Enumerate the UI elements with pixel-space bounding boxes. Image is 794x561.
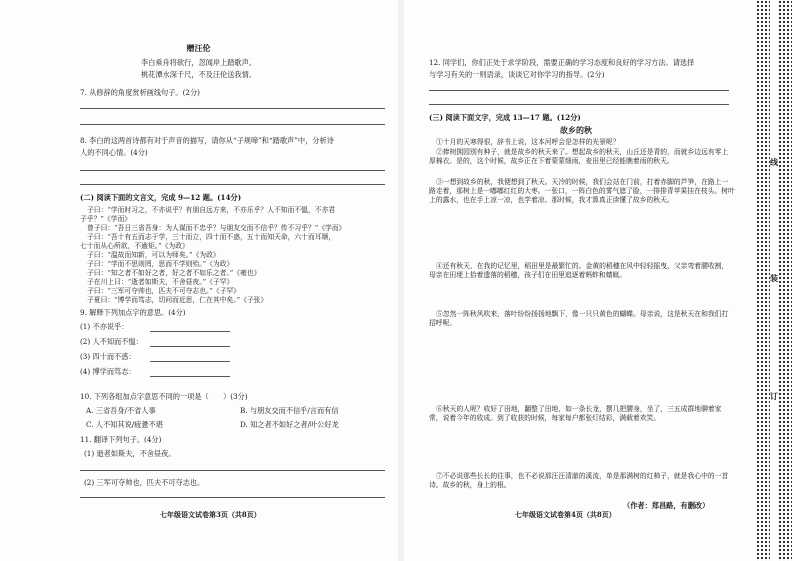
answer-line[interactable] bbox=[80, 124, 385, 125]
question-8: 人的不同心情。(4分) bbox=[80, 148, 148, 157]
binding-label: 订 bbox=[770, 391, 778, 401]
answer-line[interactable] bbox=[80, 497, 385, 498]
question-7: 7. 从修辞的角度赏析画线句子。(2分) bbox=[80, 88, 200, 97]
question-12: 与学习有关的一则语录，谈谈它对你学习的指导。(2分) bbox=[429, 70, 605, 79]
q9-item: (4) 博学而笃志： bbox=[80, 367, 136, 376]
section-3-title: (三) 阅读下面文字，完成 13—17 题。(12分) bbox=[429, 113, 581, 122]
essay-paragraph-3: ③一想到故乡的秋，我便想到了秋天。天冷的时候，我们会站在门前，打着赤脚的芦笋，在路上一路走着，那树上是一嘟嘟红红的大枣。一张口，一阵白色的雾气遮了脸，一排排青苹果挂在枝头。树叶上的露水，也在手上凉一凉，也学着凉。那时候，我才算真正读懂了故乡的秋天。 bbox=[429, 178, 735, 204]
q10-option-c[interactable]: C. 人不知其说/疲惫不堪 bbox=[86, 420, 163, 429]
text-line: 子曰：“温故而知新，可以为师矣。”《为政》 bbox=[87, 251, 220, 259]
answer-blank[interactable] bbox=[150, 346, 230, 347]
binding-dots bbox=[756, 0, 770, 561]
essay-paragraph-4: ④还有秋天，在我的记忆里，稻田里是最繁忙的。金黄的稻穗在风中轻轻摇曳，父亲弯着腰收割，母亲在田埂上拾着遗落的稻穗，孩子们在田里追逐着蚂蚱和蜻蜓。 bbox=[429, 262, 729, 279]
question-10: 10. 下列各组加点字意思不同的一项是（ ）(3分) bbox=[80, 392, 248, 401]
answer-blank[interactable] bbox=[150, 376, 230, 377]
answer-line[interactable] bbox=[80, 470, 385, 471]
essay-paragraph-6: ⑥秋天的人呢？收好了田地，翻整了田地，如一条长龙，摆几把腰身，坐了，三五成群地聊着家常，说着今年的收成。到了收获的时候，每家每户都张灯结彩，满载着欢笑。 bbox=[429, 405, 722, 422]
poem-line: 李白乘舟将欲行，忽闻岸上踏歌声。 bbox=[140, 58, 256, 67]
question-8: 8. 李白的这两首诗都有对于声音的描写，请你从“子规啼”和“踏歌声”中，分析诗 bbox=[80, 136, 334, 145]
text-line: 曾子曰：“吾日三省吾身：为人谋而不忠乎？与朋友交而不信乎？传不习乎？”《学而》 bbox=[87, 224, 346, 232]
question-9: 9. 解释下列加点字的意思。(4分) bbox=[80, 308, 186, 317]
page-footer: 七年级语文试卷第4页（共8页） bbox=[515, 510, 616, 519]
essay-title: 故乡的秋 bbox=[560, 126, 592, 135]
poem-title: 赠汪伦 bbox=[186, 44, 211, 53]
right-page bbox=[405, 0, 747, 561]
essay-paragraph-1: ①十月的天寒得很，辞书上说，这本河呼会是怎样的光景呢？ bbox=[436, 138, 620, 146]
answer-line[interactable] bbox=[80, 108, 385, 109]
answer-line[interactable] bbox=[80, 170, 385, 171]
binding-dots bbox=[778, 0, 792, 561]
essay-paragraph-7: ⑦不必说那些长长的往事，也不必说那汪汪清澈的溪流，单是那满树的红柿子，就是我心中的一首诗。故乡的秋，身上的根。 bbox=[429, 472, 729, 489]
question-12: 12. 同学们，你们正处于求学阶段，需要正确的学习态度和良好的学习方法。请选择 bbox=[429, 58, 695, 67]
answer-line[interactable] bbox=[80, 184, 385, 185]
q9-item: (1) 不亦说乎： bbox=[80, 322, 129, 331]
text-line: 子曰：“学而不思则罔，思而不学则殆。”《为政》 bbox=[87, 260, 234, 268]
page-footer: 七年级语文试卷第3页（共8页） bbox=[160, 510, 261, 519]
q10-option-a[interactable]: A. 三省吾身/不省人事 bbox=[86, 406, 156, 415]
text-line: 子曰：“三军可夺帅也，匹夫不可夺志也。”《子罕》 bbox=[87, 287, 241, 295]
text-line: 子曰：“学而时习之，不亦说乎？有朋自远方来，不亦乐乎？人不知而不愠，不亦君 bbox=[87, 206, 336, 214]
text-line: 子乎？”《学而》 bbox=[80, 215, 132, 223]
text-line: 七十而从心所欲，不逾矩。”《为政》 bbox=[80, 242, 189, 250]
answer-line[interactable] bbox=[429, 90, 729, 91]
q11-item: (2) 三军可夺帅也，匹夫不可夺志也。 bbox=[84, 478, 205, 487]
q10-option-b[interactable]: B. 与朋友交而不信乎/言而有信 bbox=[240, 406, 339, 415]
q9-item: (3) 四十而不惑： bbox=[80, 352, 136, 361]
binding-label: 线 bbox=[770, 157, 778, 167]
binding-strip bbox=[752, 0, 794, 561]
essay-paragraph-5: ⑤忽然一阵秋风吹来，落叶纷纷扬扬地飘下，像一只只黄色的蝴蝶。母亲说，这是秋天在和我们打招呼呢。 bbox=[429, 310, 729, 327]
poem-line: 桃花潭水深千尺，不及汪伦送我情。 bbox=[140, 70, 256, 79]
q10-option-d[interactable]: D. 知之者不如好之者/叶公好龙 bbox=[240, 420, 339, 429]
binding-label: 装 bbox=[770, 273, 778, 283]
answer-blank[interactable] bbox=[150, 331, 230, 332]
q9-item: (2) 人不知而不愠： bbox=[80, 337, 143, 346]
answer-line[interactable] bbox=[429, 104, 729, 105]
essay-paragraph-2: ②捧树拥园别有种子，就是故乡的秋天来了。想起故乡的秋天，山丘还是青的，而就乡边远有零上厚棉衣。是的，这个时候，故乡正在下着蒙蒙细雨，麦田里已经能瞧着雨的秋天。 bbox=[429, 148, 729, 165]
text-line: 子夏曰：“博学而笃志，切问而近思，仁在其中矣。”《子张》 bbox=[87, 296, 268, 304]
section-2-title: (二) 阅读下面的文言文，完成 9—12 题。(14分) bbox=[80, 193, 242, 202]
q11-item: (1) 逝者如斯夫，不舍昼夜。 bbox=[84, 449, 176, 458]
essay-author: （作者：郑昌路，有删改） bbox=[623, 501, 710, 510]
answer-blank[interactable] bbox=[150, 361, 230, 362]
text-line: 子在川上曰：“逝者如斯夫，不舍昼夜。”《子罕》 bbox=[87, 278, 234, 286]
text-line: 子曰：“知之者不如好之者，好之者不如乐之者。”《雍也》 bbox=[87, 269, 261, 277]
question-11: 11. 翻译下列句子。(4分) bbox=[80, 435, 162, 444]
text-line: 子曰：“吾十有五而志于学，三十而立，四十而不惑，五十而知天命，六十而耳顺， bbox=[87, 233, 336, 241]
page-divider bbox=[398, 0, 404, 561]
